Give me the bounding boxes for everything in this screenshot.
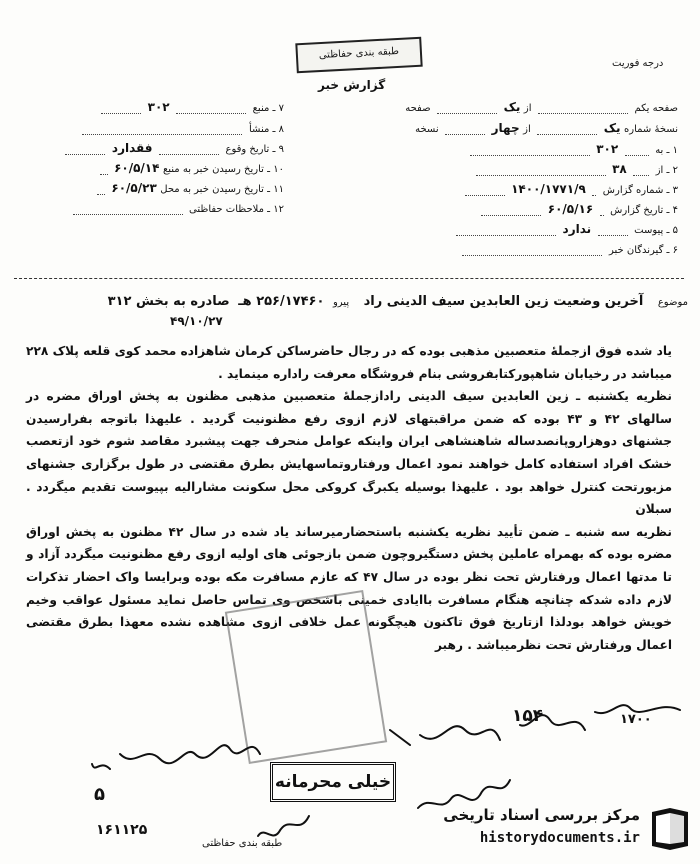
handwritten-number: ۱۵۴: [512, 706, 544, 726]
watermark-name: مرکز بررسی اسناد تاریخی: [443, 806, 640, 824]
footer-classification: طبقه بندی حفاظتی: [202, 838, 283, 849]
body-paragraph: نظریه سه شنبه ـ ضمن تأیید نظریه یکشنبه باستحضارمیرساند یاد شده در سال ۴۲ مظنون به پخش اوراق مضره بوده که بهمراه عاملین پخش دستگیروچون ضمن بازجوئی های اولیه ازوی رفع مظنونیت میگردد آزاد و تا مدتها اعمال ورفتارش تحت نظر بوده در سال ۴۷ که عازم مسافرت مکه بوده وبرایسا واک احضار تذکرات لازم داده شدکه چنانچه هنگام مسافرت باایادی خمینی باشخص وی تماس حاصل نماید مسئول عواقب وخیم خویش خواهد بودلذا ازتاریخ فوق تاکنون هیچگونه عمل خلافی ازوی مشاهده نشده معهذا بطرق مقتضی اعمال ورفتارش تحت نظرمیباشد . رهبر: [26, 524, 672, 652]
body-paragraph: یاد شده فوق ازجملهٔ متعصبین مذهبی بوده که در رجال حاضرساکن کرمان شاهزاده محمد کوی قلعه پلاک ۲۲۸ میباشد در رخیابان شاهپورکتابفروشی بنام فروشگاه معرفت راداره مینماید .: [26, 344, 672, 381]
subject-ref-prefix: پیرو: [332, 297, 350, 308]
field-recipients: ۶ ـ گیرندگان خبر: [459, 242, 678, 256]
field-notes: ۱۲ ـ ملاحظات حفاظتی: [44, 201, 284, 215]
book-logo-icon: [648, 806, 692, 852]
field-event-date: ۹ ـ تاریخ وقوع فقدارد: [44, 141, 284, 155]
subject-ref-date: ۴۹/۱۰/۲۷: [170, 314, 223, 328]
signature-left: [90, 724, 270, 784]
report-title: گزارش خبر: [318, 78, 386, 92]
footer-code: ۱۶۱۱۲۵: [96, 822, 148, 838]
handwritten-left-number: ۵: [94, 784, 105, 805]
urgency-label: درجه فوریت: [612, 58, 664, 69]
field-report-date: ۴ ـ تاریخ گزارش ۶۰/۵/۱۶: [478, 202, 678, 216]
field-copy: نسخهٔ شماره یک از چهار نسخه: [415, 121, 678, 135]
watermark: [430, 800, 696, 860]
subject-ref-number: ۲۵۶/۱۷۴۶۰ هـ: [238, 294, 325, 309]
field-origin: ۸ ـ منشأ: [44, 121, 284, 135]
subject-label: موضوع: [657, 297, 688, 308]
field-attachment: ۵ ـ پیوست ندارد: [453, 222, 678, 236]
field-report-number: ۳ ـ شماره گزارش ۱۴۰۰/۱۷۷۱/۹: [462, 182, 678, 196]
subject-ref-suffix: صادره به بخش ۳۱۲: [107, 294, 230, 309]
body-paragraph: نظریه یکشنبه ـ زین العابدین سیف الدینی رادازجملهٔ متعصبین مذهبی مظنون به پخش اوراق مضره در سالهای ۴۲ و ۴۳ بوده که ضمن مراقبتهای لازم ازوی رفع مظنونیت گردید . علیهذا باتوجه بفرارسیدن جشنهای دوهزاروپانصدساله شاهنشاهی ایران واینکه عوامل منحرف جهت پیشبرد مقاصد شوم خود ازتعصب خشک افراد استفاده کامل خواهند نمود اعمال ورفتاروتماسهایش بطرق مقتضی در طول برگزاری جشنهای مزبورتحت کنترل خواهد بود . علیهذا بوسیله یکبرگ کروکی محل سکونت مشارالیه بپیوست تقدیم میگردد . سبلان: [26, 389, 672, 517]
field-to: ۱ ـ به ۳۰۲: [467, 142, 678, 156]
field-page: صفحه یکم از یک صفحه: [405, 100, 678, 114]
watermark-url: historydocuments.ir: [479, 830, 640, 846]
field-received-source: ۱۰ ـ تاریخ رسیدن خبر به منبع ۶۰/۵/۱۴: [44, 161, 284, 175]
field-source: ۷ ـ منبع ۳۰۲: [44, 100, 284, 114]
subject-text: آخرین وضعیت زین العابدین سیف الدینی راد: [363, 294, 644, 309]
secret-stamp: خیلی محرمانه: [270, 762, 396, 802]
field-received-unit: ۱۱ ـ تاریخ رسیدن خبر به محل ۶۰/۵/۲۳: [44, 181, 284, 195]
field-from: ۲ ـ از ۳۸: [473, 162, 678, 176]
subject-block: [14, 292, 688, 332]
handwritten-code: ۱۷۰۰: [620, 712, 652, 727]
classification-stamp-top: طبقه بندی حفاظتی: [295, 37, 422, 74]
